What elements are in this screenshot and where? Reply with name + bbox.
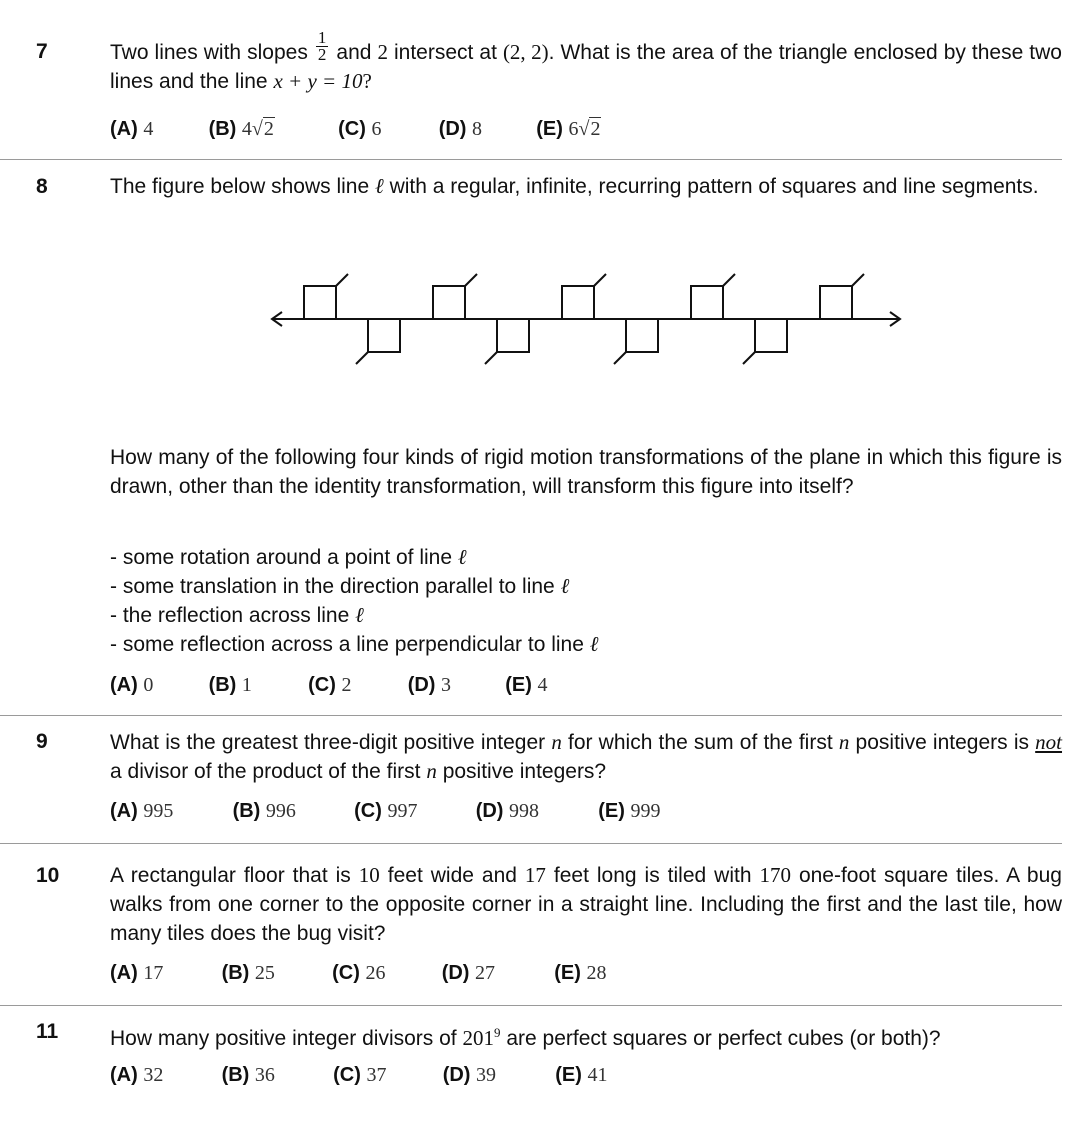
choice-b[interactable]: (B) 1 bbox=[208, 674, 252, 696]
problem-text: The figure below shows line ℓ with a regular, infinite, recurring pattern of squares and line segments. bbox=[110, 174, 1039, 198]
choice-d[interactable]: (D) 39 bbox=[442, 1064, 497, 1086]
choice-d[interactable]: (D) 998 bbox=[475, 800, 540, 822]
choice-c[interactable]: (C) 37 bbox=[333, 1064, 387, 1086]
transformation-list bbox=[110, 543, 599, 659]
problem-text: Two lines with slopes $\frac{1}{2}$ and 2 intersect at (2, 2). What is the area of the triangle enclosed by these two lines and the line x + y = 10? bbox=[110, 27, 1062, 93]
choice-d[interactable]: (D) 3 bbox=[407, 674, 452, 696]
problem-number: 7 bbox=[36, 40, 48, 63]
choice-e[interactable]: (E) 41 bbox=[555, 1064, 608, 1086]
problem-number: 9 bbox=[36, 730, 48, 753]
choice-a[interactable]: (A) 32 bbox=[110, 1064, 164, 1086]
problem-number: 11 bbox=[36, 1020, 59, 1043]
list-item: - some reflection across a line perpendicular to line ℓ bbox=[110, 632, 599, 656]
choice-b[interactable]: (B) 996 bbox=[232, 800, 296, 822]
question-text: How many of the following four kinds of rigid motion transformations of the plane in which this figure is drawn, other than the identity transformation, will transform this figure into itself? bbox=[110, 446, 1062, 498]
list-item: - some rotation around a point of line ℓ bbox=[110, 545, 467, 569]
choice-d[interactable]: (D) 8 bbox=[438, 118, 483, 140]
choice-c[interactable]: (C) 6 bbox=[338, 118, 382, 140]
choice-e[interactable]: (E) 28 bbox=[554, 962, 607, 984]
problem-text: A rectangular floor that is 10 feet wide and 17 feet long is tiled with 170 one-foot square tiles. A bug walks from one corner to the opposite corner in a straight line. Including the first and the last tile, how many tiles does the bug visit? bbox=[110, 863, 1062, 945]
answer-choices bbox=[110, 800, 660, 823]
problem-text: What is the greatest three-digit positive integer n for which the sum of the first n positive integers is not a divisor of the product of the first n positive integers? bbox=[110, 730, 1063, 783]
divider bbox=[0, 159, 1062, 160]
choice-b[interactable]: (B) 36 bbox=[221, 1064, 275, 1086]
problem-text: How many positive integer divisors of $201^9$ are perfect squares or perfect cubes (or both)? bbox=[110, 1025, 941, 1050]
pattern-figure bbox=[260, 262, 920, 372]
divider bbox=[0, 1005, 1062, 1006]
divider bbox=[0, 843, 1062, 844]
choice-e[interactable]: (E) 4 bbox=[505, 674, 548, 696]
choice-c[interactable]: (C) 26 bbox=[332, 962, 386, 984]
choice-a[interactable]: (A) 4 bbox=[110, 118, 154, 140]
choice-d[interactable]: (D) 27 bbox=[441, 962, 496, 984]
answer-choices bbox=[110, 118, 601, 141]
answer-choices bbox=[110, 962, 606, 985]
choice-a[interactable]: (A) 17 bbox=[110, 962, 164, 984]
choice-a[interactable]: (A) 0 bbox=[110, 674, 154, 696]
list-item: - the reflection across line ℓ bbox=[110, 603, 364, 627]
problem-number: 10 bbox=[36, 864, 60, 887]
pattern-unit-5 bbox=[820, 274, 864, 319]
list-item: - some translation in the direction parallel to line ℓ bbox=[110, 574, 570, 598]
choice-c[interactable]: (C) 2 bbox=[308, 674, 352, 696]
answer-choices bbox=[110, 1064, 607, 1087]
choice-e[interactable]: (E) 6√2 bbox=[536, 118, 601, 140]
choice-e[interactable]: (E) 999 bbox=[598, 800, 661, 822]
choice-b[interactable]: (B) 25 bbox=[221, 962, 275, 984]
choice-c[interactable]: (C) 997 bbox=[354, 800, 418, 822]
fraction: $\frac{1}{2}$ bbox=[317, 27, 327, 64]
choice-a[interactable]: (A) 995 bbox=[110, 800, 174, 822]
problem-number: 8 bbox=[36, 175, 48, 198]
divider bbox=[0, 715, 1062, 716]
answer-choices bbox=[110, 674, 547, 697]
choice-b[interactable]: (B) 4√2 bbox=[208, 118, 274, 140]
